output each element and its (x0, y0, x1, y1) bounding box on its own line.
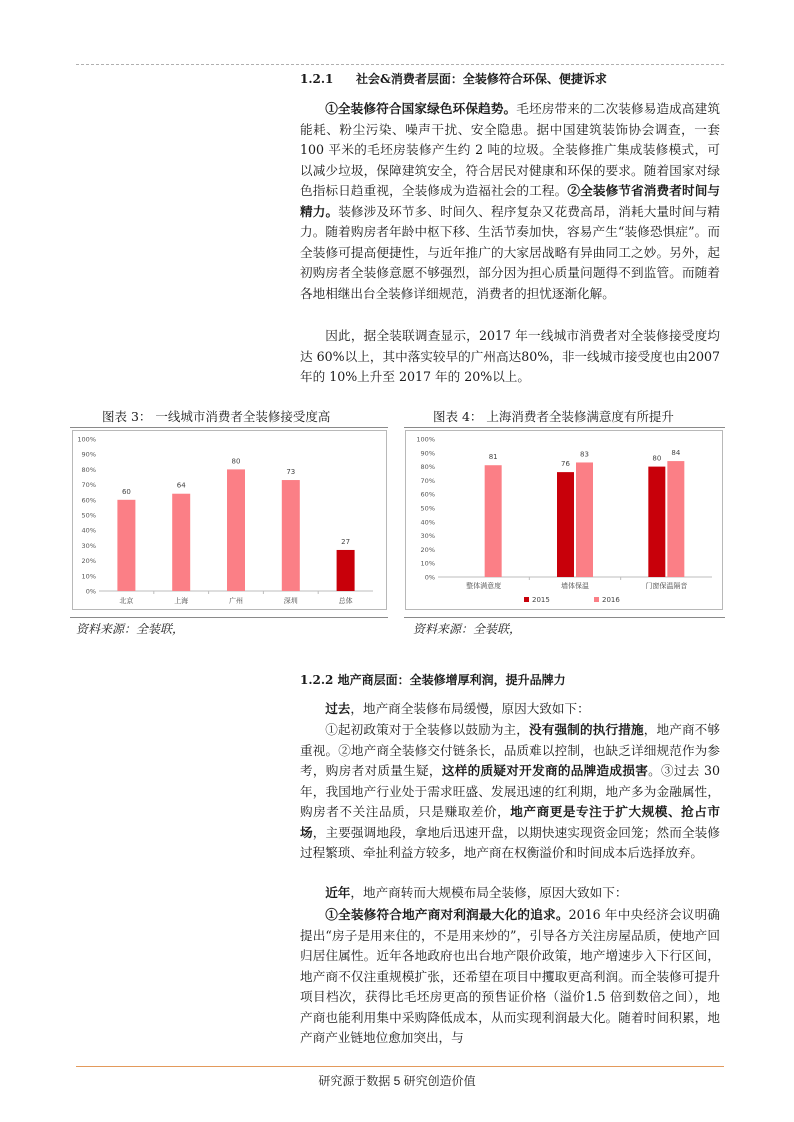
bold-lead-2: ②全装修节省消费者时间与精力。 (300, 183, 721, 219)
data-label: 64 (176, 481, 186, 490)
y-tick-label: 100% (416, 435, 435, 444)
para-recent-text: ，地产商转而大规模布局全装修，原因大致如下： (350, 885, 628, 900)
data-label: 83 (580, 450, 589, 459)
data-label: 81 (488, 453, 498, 462)
figure3-chart (72, 430, 387, 610)
reason-text-2: ，地产商不够重视。②地产商全装修交付链条长，品质难以控制，也缺乏详细规范作为参考，购房者对质量生疑， (300, 722, 721, 778)
figure4-top-rule (404, 427, 725, 428)
bold-recent: 近年 (325, 885, 351, 900)
figure3-title: 图表 3： 一线城市消费者全装修接受度高 (102, 409, 331, 424)
figure4-svg (406, 431, 722, 609)
legend-label-2015: 2015 (532, 596, 550, 604)
footer-rule (76, 1066, 724, 1067)
bar (117, 500, 135, 591)
y-tick-label: 40% (420, 518, 435, 527)
data-label: 76 (561, 460, 570, 469)
data-label: 60 (121, 487, 131, 496)
paragraph-past (300, 699, 720, 720)
bar-2016 (576, 462, 593, 577)
figure3-bottom-rule (70, 617, 388, 618)
x-tick-label: 总体 (338, 597, 353, 605)
data-label: 80 (652, 454, 662, 463)
figure3-svg (73, 431, 386, 609)
legend-label-2016: 2016 (602, 596, 620, 604)
x-tick-label: 深圳 (283, 597, 298, 605)
reason-text-4: ，主要强调地段，拿地后迅速开盘，以期快速实现资金回笼；然而全装修过程繁琐、牵扯利益方较多，地产商在权衡溢价和时间成本后选择放弃。 (300, 824, 721, 860)
y-tick-label: 40% (81, 526, 96, 535)
para-past-text: ，地产商全装修布局缓慢，原因大致如下： (350, 701, 590, 716)
legend-swatch-2015 (524, 597, 529, 602)
data-label: 27 (341, 537, 351, 546)
bar-2016 (667, 461, 684, 577)
paragraph-reasons-past (300, 720, 720, 864)
y-tick-label: 10% (81, 572, 96, 581)
bold-past: 过去 (325, 701, 351, 716)
x-tick-label: 广州 (229, 597, 243, 605)
bar (227, 469, 245, 591)
x-tick-label: 墙体保温 (561, 582, 589, 590)
y-tick-label: 20% (81, 557, 96, 566)
para-text-3: 因此，据全装联调查显示，2017 年一线城市消费者对全装修接受度均达 60%以上，其中落实较早的广州高达80%，非一线城市接受度也由2007 年的 10%上升至 2017 年的 20%以上。 (300, 328, 720, 384)
y-tick-label: 50% (420, 504, 435, 513)
figure3-top-rule (70, 427, 388, 428)
y-tick-label: 70% (420, 476, 435, 485)
bar (337, 550, 355, 591)
y-tick-label: 20% (420, 545, 435, 554)
y-tick-label: 0% (424, 573, 435, 582)
reason-bold-2: 这样的质疑对开发商的品牌造成损害 (441, 763, 649, 778)
bar-2016 (485, 465, 502, 577)
reason-text-1: ①起初政策对于全装修以鼓励为主， (325, 722, 530, 737)
y-tick-label: 50% (81, 511, 96, 520)
reason-text-3: 。③过去 30 年，我国地产行业处于需求旺盛、发展迅速的红利期，地产多为金融属性，购房者不关注品质，只是赚取差价， (300, 763, 721, 819)
section-heading-1-2-2: 1.2.2 地产商层面：全装修增厚利润，提升品牌力 (300, 673, 566, 687)
bar-2015 (648, 467, 665, 577)
header-dashed-rule (76, 64, 724, 65)
y-tick-label: 30% (81, 541, 96, 550)
x-tick-label: 上海 (174, 597, 189, 605)
paragraph-recent (300, 883, 720, 904)
para-text-2: 装修涉及环节多、时间久、程序复杂又花费高昂，消耗大量时间与精力。随着购房者年龄中枢下移、生活节奏加快，容易产生“装修恐惧症”。而全装修可提高便捷性，与近年推广的大家居战略有异曲同工之妙。另外，起初购房者全装修意愿不够强烈，部分因为担心质量问题得不到监管。而随着各地相继出台全装修详细规范，消费者的担忧逐渐化解。 (300, 203, 721, 301)
y-tick-label: 80% (420, 463, 435, 472)
paragraph-environment (300, 99, 720, 304)
x-tick-label: 北京 (119, 597, 134, 605)
y-tick-label: 80% (81, 465, 96, 474)
section-heading-1-2-1 (300, 70, 607, 87)
legend-swatch-2016 (594, 597, 599, 602)
bold-lead-1: ①全装修符合国家绿色环保趋势。 (325, 101, 517, 116)
y-tick-label: 60% (420, 490, 435, 499)
para-text-1: 毛坯房带来的二次装修易造成高建筑能耗、粉尘污染、噪声干扰、安全隐患。据中国建筑装饰协会调查，一套 100 平米的毛坯房装修产生约 2 吨的垃圾。全装修推广集成装修模式，可以减少垃圾，保障建筑安全，符合居民对健康和环保的要求。随着国家对绿色指标日趋重视，全装修成为造福社会的工程。 (300, 101, 721, 198)
section-number: 1.2.1 (300, 72, 334, 86)
y-tick-label: 0% (85, 587, 96, 596)
data-label: 84 (671, 449, 681, 458)
para-profit-text: 2016 年中央经济会议明确提出“房子是用来住的，不是用来炒的”，引导各方关注房屋品质，使地产回归居住属性。近年各地政府也出台地产限价政策，地产增速步入下行区间，地产商不仅注重规模扩张，还希望在项目中攫取更高利润。而全装修可提升项目档次，获得比毛坯房更高的预售证价格（溢价1.5 倍到数倍之间），地产商也能利用集中采购降低成本，从而实现利润最大化。随着时间积累，地产商产业链地位愈加突出，与 (300, 907, 720, 1045)
figure4-chart (405, 430, 723, 610)
x-tick-label: 整体满意度 (466, 582, 502, 590)
y-tick-label: 90% (420, 449, 435, 458)
paragraph-profit (300, 905, 720, 1049)
figure3-source: 资料来源：全装联， (76, 622, 185, 636)
data-label: 80 (231, 457, 241, 466)
footer-text: 研究源于数据 5 研究创造价值 (318, 1074, 476, 1088)
bold-profit: ①全装修符合地产商对利润最大化的追求。 (325, 907, 569, 922)
figure4-title: 图表 4： 上海消费者全装修满意度有所提升 (433, 409, 674, 424)
figure4-bottom-rule (404, 617, 725, 618)
x-tick-label: 门窗保温隔音 (645, 582, 688, 590)
reason-bold-1: 没有强制的执行措施 (529, 722, 644, 737)
y-tick-label: 30% (420, 532, 435, 541)
figure4-source: 资料来源：全装联， (413, 622, 522, 636)
bar-2015 (557, 472, 574, 577)
paragraph-acceptance (300, 326, 720, 388)
data-label: 73 (286, 468, 296, 477)
reason-bold-3: 地产商更是专注于扩大规模、抢占市场 (300, 804, 721, 840)
y-tick-label: 90% (81, 450, 96, 459)
y-tick-label: 10% (420, 559, 435, 568)
bar (282, 480, 300, 591)
y-tick-label: 70% (81, 481, 96, 490)
section-title: 社会&消费者层面：全装修符合环保、便捷诉求 (356, 72, 607, 86)
y-tick-label: 100% (77, 435, 96, 444)
y-tick-label: 60% (81, 496, 96, 505)
bar (172, 494, 190, 591)
